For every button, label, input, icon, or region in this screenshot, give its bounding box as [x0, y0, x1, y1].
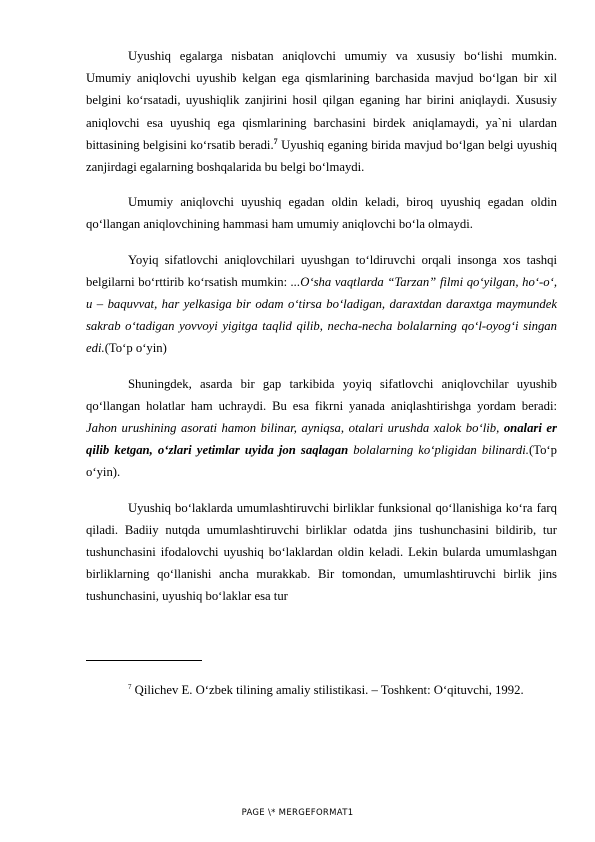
paragraph-4	[86, 373, 557, 484]
footnote-separator	[86, 660, 202, 661]
paragraph-1-text-b: Uyushiq eganing birida mavjud bo‘lgan belgi uyushiq zanjirdagi egalarning boshqalarida bu belgi bo‘lmaydi.	[86, 137, 557, 175]
paragraph-2: Umumiy aniqlovchi uyushiq egadan oldin keladi, biroq uyushiq egadan oldin qo‘llangan aniqlovchining hammasi ham umumiy aniqlovchi bo‘la olmaydi.	[86, 195, 557, 232]
paragraph-1	[86, 45, 557, 178]
paragraph-4-text: Shuningdek, asarda bir gap tarkibida yoyiq sifatlovchi aniqlovchilar uyushib qo‘llangan holatlar ham uchraydi. Bu esa fikrni yanada aniqlashtirishga yordam beradi:	[86, 376, 557, 413]
paragraph-5: Uyushiq bo‘laklarda umumlashtiruvchi birliklar funksional qo‘llanishiga ko‘ra farq qiladi. Badiiy nutqda umumlashtiruvchi birliklar odatda jins tushunchasini bildirib, tur tushunchasini ifodalovchi uyushiq bo‘laklardan oldin keladi. Lekin bularda umumlashgan birliklarning qo‘llanishi ancha murakkab. Bir tomondan, umumlashtiruvchi birlik jins tushunchasini, uyushiq bo‘laklar esa tur	[86, 500, 557, 604]
footnote-reference[interactable]: 7	[273, 136, 278, 146]
footnote	[86, 679, 557, 701]
paragraph-3-quote: ...O‘sha vaqtlarda “Tarzan” filmi qo‘yilgan, ho‘-o‘, u – baquvvat, har yelkasiga bir odam o‘tirsa bo‘ladigan, daraxtdan daraxtga maymundek sakrab o‘tadigan yovvoyi yigitga taqlid qilib, necha-necha bolalarning qo‘l-oyog‘i singan edi.	[86, 274, 557, 356]
paragraph-3-source: (To‘p o‘yin)	[104, 341, 167, 356]
paragraph-3-text: Yoyiq sifatlovchi aniqlovchilari uyushgan to‘ldiruvchi orqali insonga xos tashqi belgilarni bo‘rttirib ko‘rsatish mumkin:	[86, 252, 557, 289]
paragraph-4-quote-end: bolalarning ko‘pligidan bilinardi.	[348, 443, 529, 458]
page-footer: PAGE \* MERGEFORMAT1	[241, 808, 354, 818]
footnote-mark: 7	[128, 682, 132, 691]
paragraph-3	[86, 249, 557, 360]
body-text	[86, 45, 557, 621]
paragraph-4-source: (To‘p o‘yin).	[86, 443, 557, 480]
paragraph-4-quote-start: Jahon urushining asorati hamon bilinar, ayniqsa, otalari urushda xalok bo‘lib,	[86, 421, 504, 436]
paragraph-4-quote-bold: onalari er qilib ketgan, o‘zlari yetimlar uyida jon saqlagan	[86, 421, 557, 458]
paragraph-1-text-a: Uyushiq egalarga nisbatan aniqlovchi umumiy va xususiy bo‘lishi mumkin. Umumiy aniqlovchi uyushib kelgan ega qismlarining barchasida mavjud bo‘lgan bir xil belgini ko‘rsatadi, uyushiqlik zanjirini hosil qilgan eganing har birini aniqlaydi. Xususiy aniqlovchi esa uyushiq ega qismlarining barchasini birdek aniqlamaydi, ya`ni ulardan bittasining belgisini ko‘rsatib beradi.	[86, 49, 557, 152]
footnote-text: Qilichev E. O‘zbek tilining amaliy stilistikasi. – Toshkent: O‘qituvchi, 1992.	[131, 683, 524, 697]
